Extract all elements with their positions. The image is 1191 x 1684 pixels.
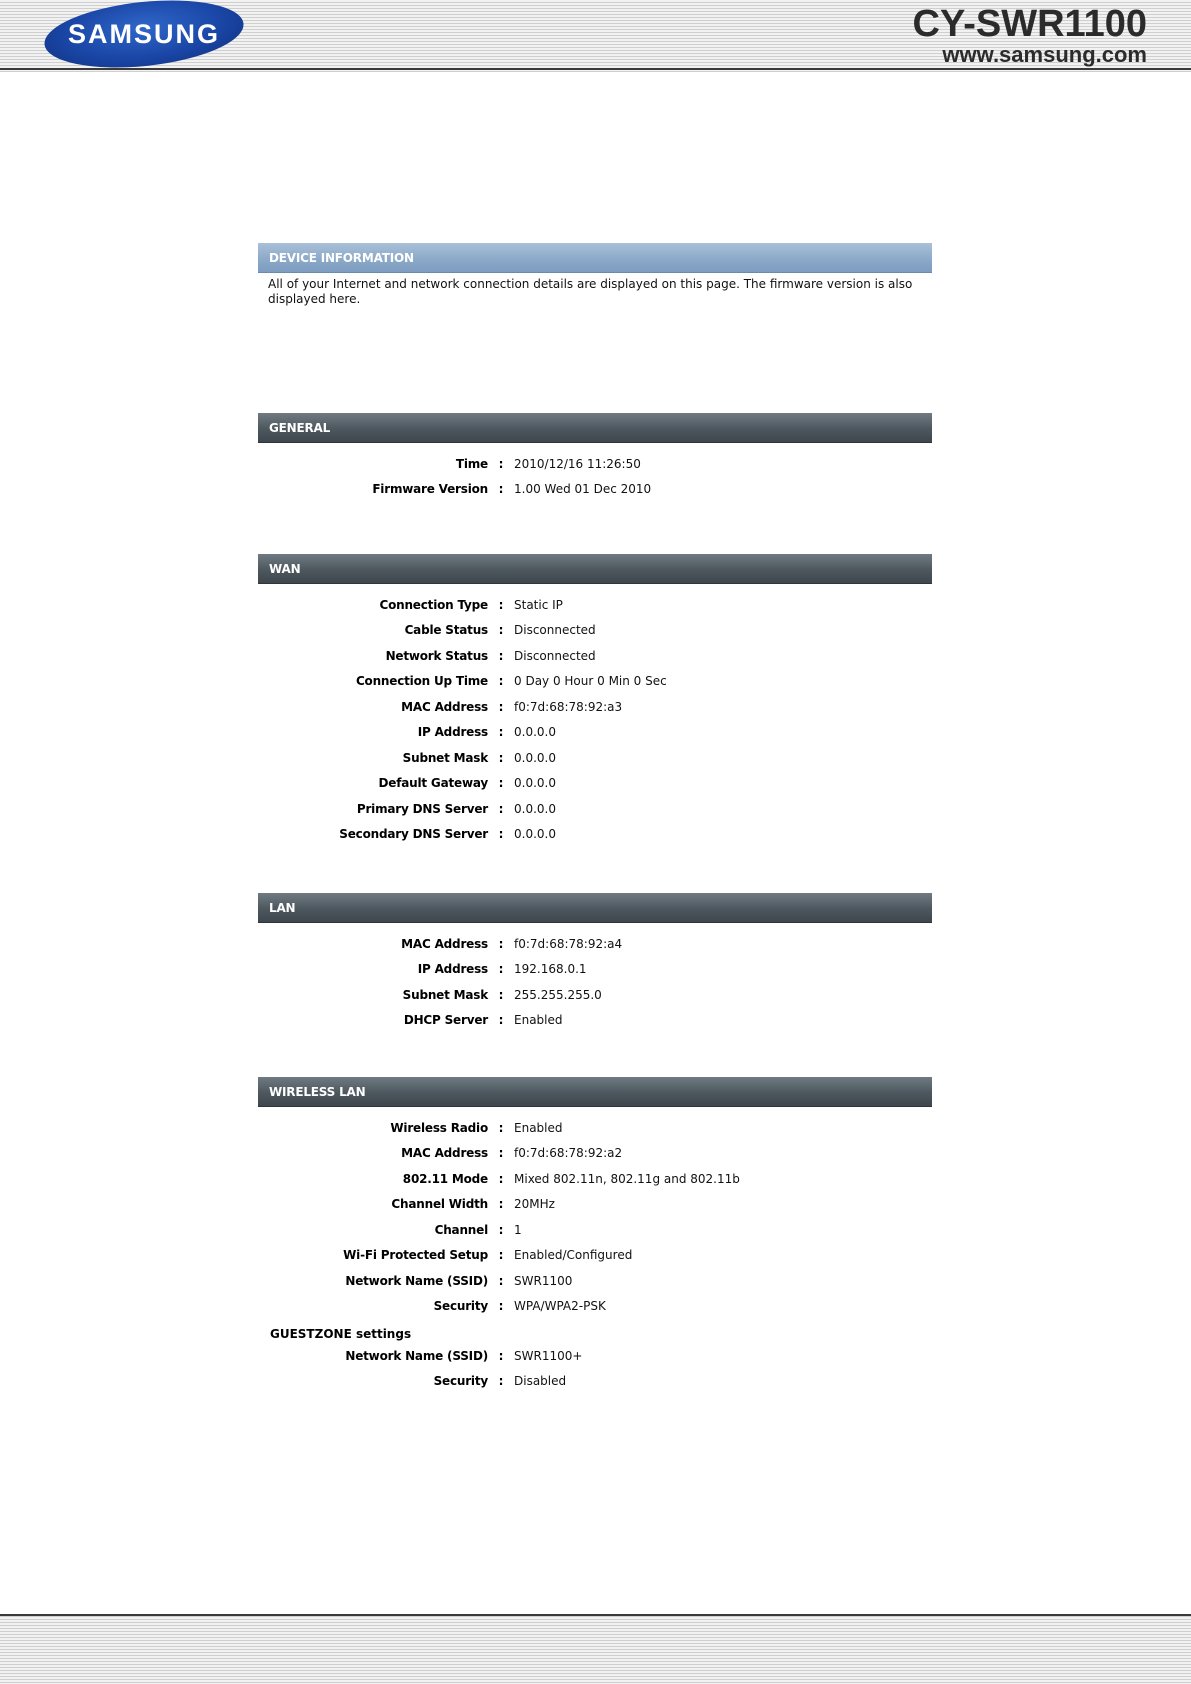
- row-label: Wi-Fi Protected Setup: [343, 1248, 488, 1263]
- row-value: Enabled: [514, 1013, 563, 1028]
- row-separator: :: [498, 1146, 504, 1161]
- wireless-row: [258, 1217, 932, 1243]
- row-value: Static IP: [514, 597, 563, 612]
- row-separator: :: [498, 648, 504, 663]
- row-value: Disabled: [514, 1374, 567, 1389]
- row-separator: :: [498, 1120, 504, 1135]
- guestzone-row: [258, 1343, 932, 1369]
- wireless-lan-section-title: WIRELESS LAN: [258, 1077, 932, 1107]
- lan-row: [258, 1008, 932, 1034]
- row-value: 0.0.0.0: [514, 725, 556, 740]
- row-label: Network Status: [385, 648, 488, 663]
- row-label: Network Name (SSID): [345, 1273, 488, 1288]
- row-separator: :: [498, 1171, 504, 1186]
- row-separator: :: [498, 1374, 504, 1389]
- wan-row: [258, 771, 932, 797]
- row-label: Primary DNS Server: [356, 801, 488, 816]
- brand-logo-text: SAMSUNG: [67, 18, 221, 49]
- wan-row: [258, 669, 932, 695]
- row-separator: :: [498, 827, 504, 842]
- row-value: 1.00 Wed 01 Dec 2010: [514, 482, 652, 497]
- wan-row: [258, 592, 932, 618]
- row-value: SWR1100+: [514, 1348, 583, 1363]
- row-value: WPA/WPA2-PSK: [514, 1299, 606, 1314]
- row-label: DHCP Server: [403, 1013, 488, 1028]
- row-label: MAC Address: [401, 699, 488, 714]
- row-separator: :: [498, 1197, 504, 1212]
- page-footer: [0, 1614, 1191, 1684]
- row-separator: :: [498, 674, 504, 689]
- row-value: 0.0.0.0: [514, 827, 556, 842]
- lan-row: [258, 931, 932, 957]
- row-separator: :: [498, 699, 504, 714]
- row-separator: :: [498, 1222, 504, 1237]
- device-information-title: DEVICE INFORMATION: [258, 243, 932, 273]
- general-section-title: GENERAL: [258, 413, 932, 443]
- row-label: MAC Address: [401, 936, 488, 951]
- wan-row: [258, 618, 932, 644]
- row-value: 0.0.0.0: [514, 776, 556, 791]
- row-separator: :: [498, 1299, 504, 1314]
- row-value: Disconnected: [514, 623, 596, 638]
- row-value: 1: [514, 1222, 522, 1237]
- row-separator: :: [498, 962, 504, 977]
- wireless-row: [258, 1166, 932, 1192]
- model-block: [913, 4, 1147, 66]
- device-info-page: [258, 243, 932, 1394]
- row-label: 802.11 Mode: [402, 1171, 488, 1186]
- device-information-description: All of your Internet and network connection details are displayed on this page. The firmware version is also displayed here.: [268, 277, 913, 306]
- row-value: Mixed 802.11n, 802.11g and 802.11b: [514, 1171, 740, 1186]
- wan-row: [258, 796, 932, 822]
- row-value: 2010/12/16 11:26:50: [514, 456, 641, 471]
- row-separator: :: [498, 987, 504, 1002]
- row-label: Default Gateway: [378, 776, 488, 791]
- row-label: Time: [455, 456, 488, 471]
- lan-section-title: LAN: [258, 893, 932, 923]
- row-value: 0.0.0.0: [514, 801, 556, 816]
- wireless-row: [258, 1115, 932, 1141]
- wireless-row: [258, 1243, 932, 1269]
- row-value: SWR1100: [514, 1273, 573, 1288]
- wireless-row: [258, 1268, 932, 1294]
- row-separator: :: [498, 1248, 504, 1263]
- row-label: Subnet Mask: [402, 987, 488, 1002]
- wireless-row: [258, 1192, 932, 1218]
- row-label: Cable Status: [404, 623, 488, 638]
- wan-row: [258, 745, 932, 771]
- row-separator: :: [498, 482, 504, 497]
- wan-section: [258, 584, 932, 847]
- wireless-row: [258, 1294, 932, 1320]
- guestzone-heading: GUESTZONE settings: [270, 1327, 412, 1341]
- wan-section-title: WAN: [258, 554, 932, 584]
- footer-divider: [0, 1614, 1191, 1616]
- model-name: CY-SWR1100: [912, 3, 1147, 45]
- row-value: 20MHz: [514, 1197, 555, 1212]
- wan-row: [258, 720, 932, 746]
- row-separator: :: [498, 1348, 504, 1363]
- guestzone-row: [258, 1369, 932, 1395]
- row-value: f0:7d:68:78:92:a2: [514, 1146, 623, 1161]
- row-label: Secondary DNS Server: [339, 827, 488, 842]
- row-label: IP Address: [417, 725, 488, 740]
- row-value: Enabled/Configured: [514, 1248, 633, 1263]
- row-separator: :: [498, 936, 504, 951]
- row-separator: :: [498, 750, 504, 765]
- website: www.samsung.com: [942, 42, 1147, 67]
- general-row-time: [258, 451, 932, 477]
- row-separator: :: [498, 725, 504, 740]
- row-separator: :: [498, 456, 504, 471]
- row-separator: :: [498, 1273, 504, 1288]
- row-separator: :: [498, 1013, 504, 1028]
- row-value: 255.255.255.0: [514, 987, 602, 1002]
- wireless-row: [258, 1141, 932, 1167]
- row-label: Connection Type: [379, 597, 488, 612]
- row-separator: :: [498, 801, 504, 816]
- row-label: Subnet Mask: [402, 750, 488, 765]
- wan-row: [258, 643, 932, 669]
- row-value: Enabled: [514, 1120, 563, 1135]
- row-label: Connection Up Time: [355, 674, 488, 689]
- row-label: Wireless Radio: [390, 1120, 488, 1135]
- lan-row: [258, 957, 932, 983]
- row-label: MAC Address: [401, 1146, 488, 1161]
- row-separator: :: [498, 776, 504, 791]
- row-label: Firmware Version: [372, 482, 488, 497]
- general-section: [258, 443, 932, 502]
- row-value: 0 Day 0 Hour 0 Min 0 Sec: [514, 674, 667, 689]
- row-separator: :: [498, 623, 504, 638]
- row-label: IP Address: [417, 962, 488, 977]
- row-label: Channel: [434, 1222, 488, 1237]
- row-value: f0:7d:68:78:92:a3: [514, 699, 623, 714]
- row-value: f0:7d:68:78:92:a4: [514, 936, 623, 951]
- row-separator: :: [498, 597, 504, 612]
- row-value: 192.168.0.1: [514, 962, 587, 977]
- header-divider: [0, 68, 1191, 70]
- wireless-lan-section: [258, 1107, 932, 1394]
- wan-row: [258, 694, 932, 720]
- lan-section: [258, 923, 932, 1033]
- wan-row: [258, 822, 932, 848]
- row-label: Channel Width: [391, 1197, 488, 1212]
- row-value: 0.0.0.0: [514, 750, 556, 765]
- row-label: Security: [433, 1374, 488, 1389]
- row-label: Security: [433, 1299, 488, 1314]
- general-row-firmware: [258, 477, 932, 503]
- lan-row: [258, 982, 932, 1008]
- row-label: Network Name (SSID): [345, 1348, 488, 1363]
- row-value: Disconnected: [514, 648, 596, 663]
